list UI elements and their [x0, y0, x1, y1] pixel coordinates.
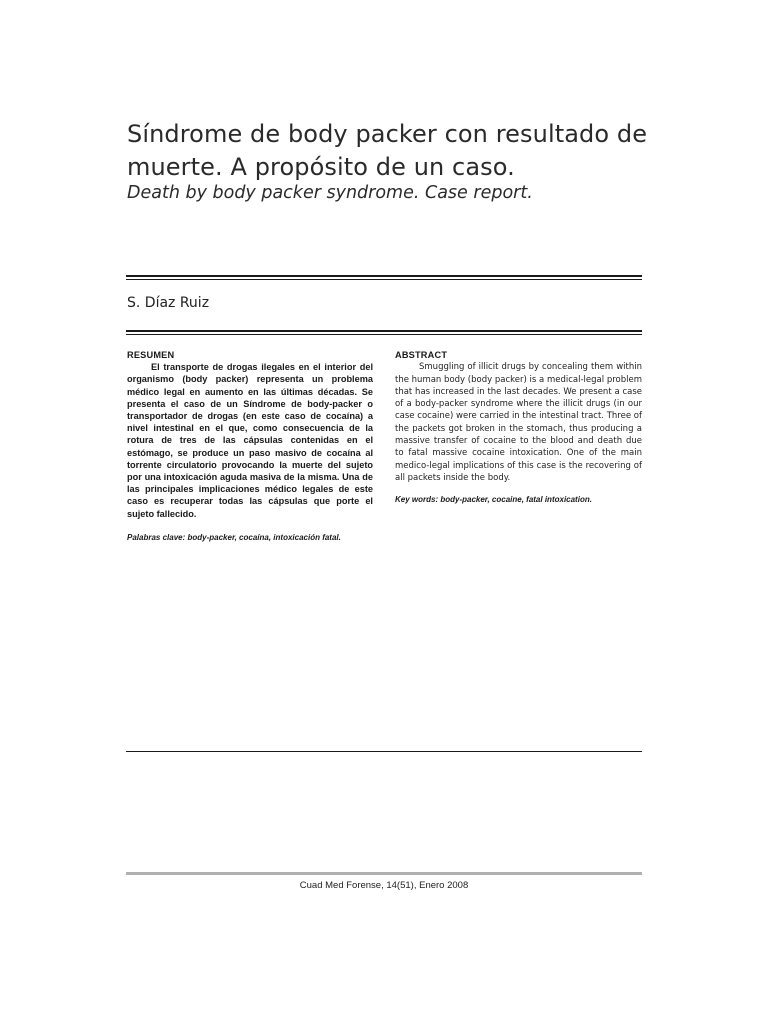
- abstract-heading: ABSTRACT: [395, 350, 448, 360]
- abstract-column: [395, 349, 642, 507]
- abstract-keywords: Key words: body-packer, cocaine, fatal intoxication.: [395, 495, 592, 505]
- header-double-rule-top: [126, 275, 642, 280]
- resumen-text: El transporte de drogas ilegales en el interior del organismo (body packer) representa un problema médico legal en aumento en las últimas décadas. Se presenta el caso de un Síndrome de body-packer o transportador de drogas (en este caso de cocaína) a nivel intestinal en el que, como consecuencia de la rotura de tres de las cápsulas contenidas en el estómago, se produce un paso masivo de cocaína al torrente circulatorio provocando la muerte del sujeto por una intoxicación aguda masiva de la misma. Una de las principales implicaciones médico legales de este caso es recuperar todas las cápsulas que porte el sujeto fallecido.: [127, 362, 373, 519]
- resumen-keywords: Palabras clave: body-packer, cocaína, intoxicación fatal.: [127, 532, 341, 542]
- title-es-line-2: muerte. A propósito de un caso.: [127, 153, 515, 181]
- resumen-heading: RESUMEN: [127, 350, 175, 360]
- resumen-column: [127, 349, 373, 544]
- article-title-spanish: [127, 118, 667, 184]
- footer-rule: [126, 872, 642, 875]
- title-es-line-1: Síndrome de body packer con resultado de: [127, 120, 648, 148]
- author-name: S. Díaz Ruiz: [127, 295, 210, 311]
- section-divider: [126, 751, 642, 752]
- journal-citation-footer: Cuad Med Forense, 14(51), Enero 2008: [299, 880, 469, 891]
- article-title-english: Death by body packer syndrome. Case report.: [127, 183, 533, 203]
- abstract-text: Smuggling of illicit drugs by concealing them within the human body (body packer) is a medical-legal problem that has increased in the last decades. We present a case of a body-packer syndrome where the illicit drugs (in our case cocaine) were carried in the intestinal tract. Three of the packets got broken in the stomach, thus producing a massive transfer of cocaine to the blood and death due to fatal massive cocaine intoxication. One of the main medico-legal implications of this case is the recovering of all packets inside the body.: [395, 362, 642, 483]
- header-double-rule-bottom: [126, 330, 642, 335]
